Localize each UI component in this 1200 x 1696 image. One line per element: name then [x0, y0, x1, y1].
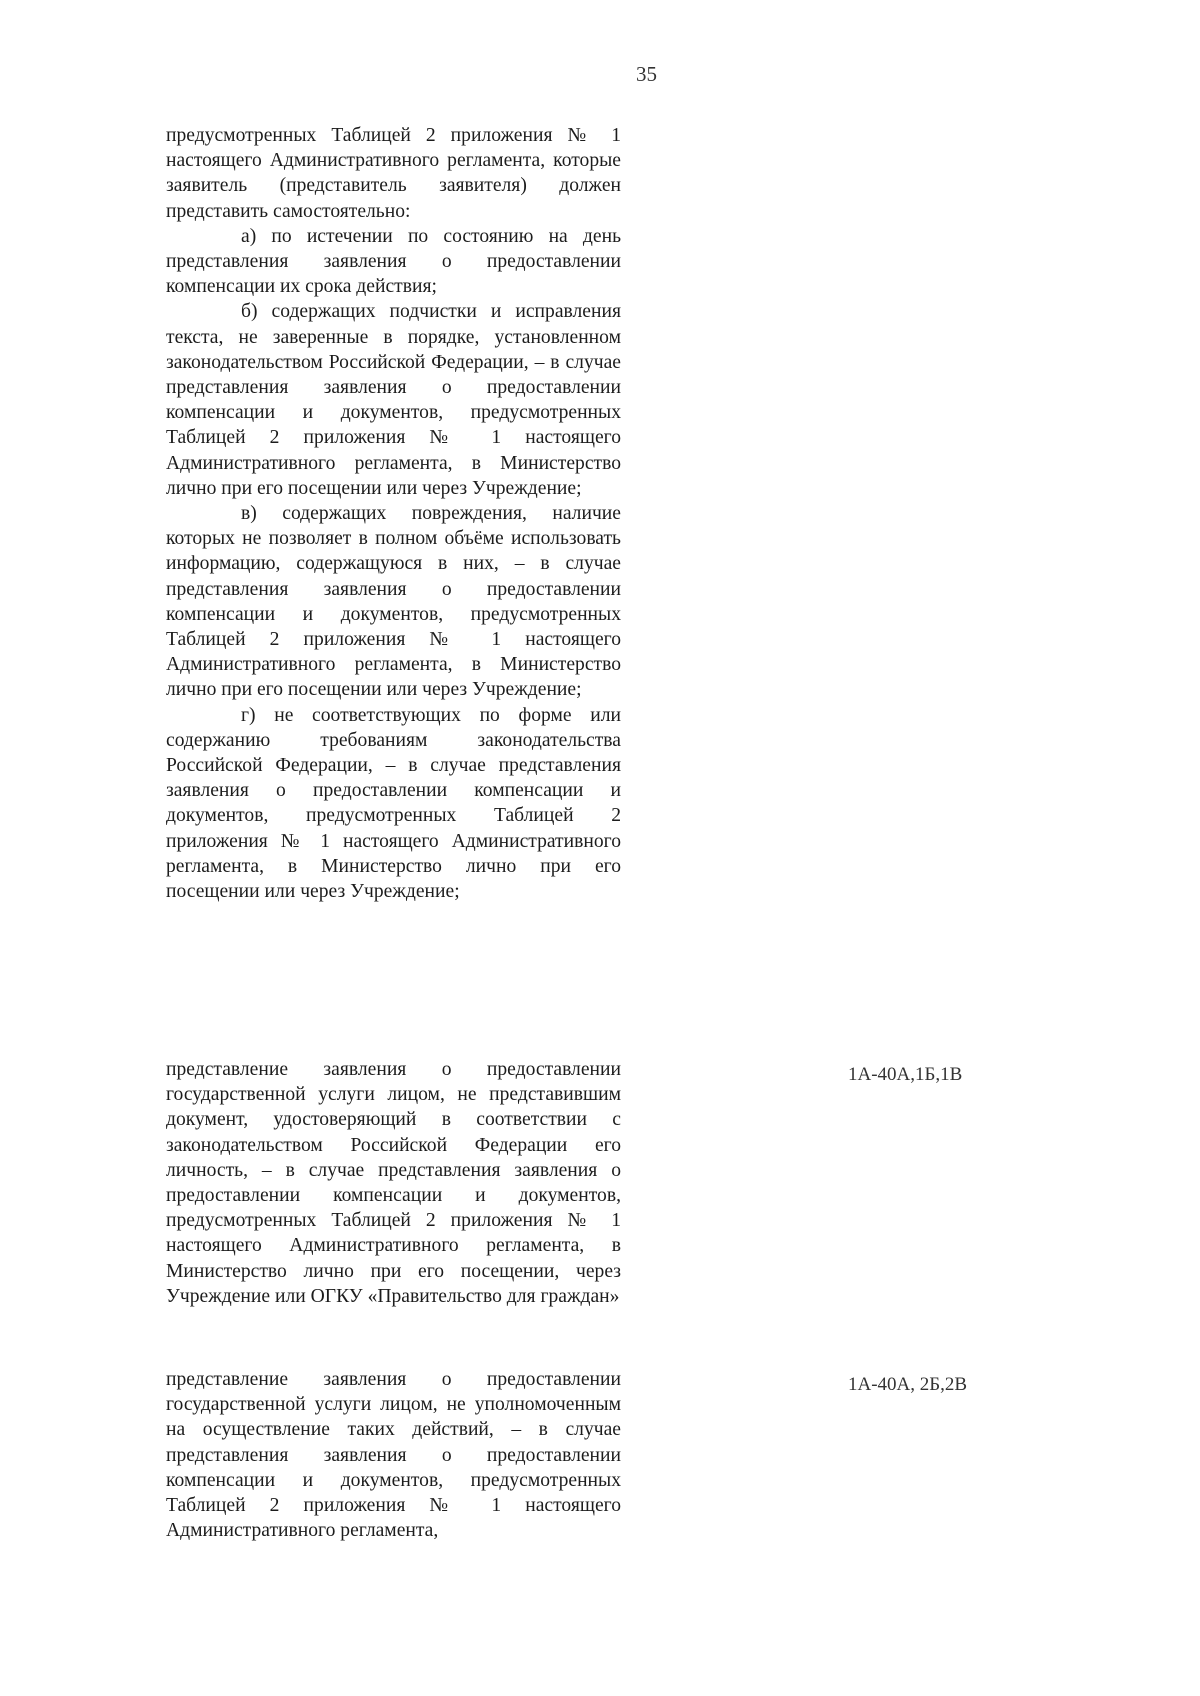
unauthorized-person-code: 1А-40А, 2Б,2В: [848, 1374, 968, 1395]
identity-document-code: 1А-40А,1Б,1В: [848, 1064, 963, 1085]
unauthorized-person-block: [166, 1367, 621, 1543]
unauthorized-person-paragraph: представление заявления о предоставлении государственной услуги лицом, не уполномоченным на осуществление таких действий, – в случае представления заявления о предоставлении компенсации и документов, предусмотренных Таблицей 2 приложения № 1 настоящего Административного регламента,: [166, 1369, 621, 1542]
identity-document-block: [166, 1057, 621, 1309]
reasons-list-block: [166, 123, 621, 904]
reasons-intro-paragraph: предусмотренных Таблицей 2 приложения № 1 настоящего Административного регламента, которые заявитель (представитель заявителя) должен представить самостоятельно:: [166, 125, 621, 222]
identity-document-paragraph: представление заявления о предоставлении государственной услуги лицом, не представившим документ, удостоверяющий в соответствии с законодательством Российской Федерации его личность, – в случае представления заявления о предоставлении компенсации и документов, предусмотренных Таблицей 2 приложения № 1 настоящего Административного регламента, в Министерство лично при его посещении, через Учреждение или ОГКУ «Правительство для граждан»: [166, 1059, 621, 1307]
reason-item-v: в) содержащих повреждения, наличие которых не позволяет в полном объёме использовать информацию, содержащуюся в них, – в случае представления заявления о предоставлении компенсации и документов, предусмотренных Таблицей 2 приложения № 1 настоящего Административного регламента, в Министерство лично при его посещении или через Учреждение;: [166, 503, 621, 701]
reason-item-b: б) содержащих подчистки и исправления текста, не заверенные в порядке, установленном законодательством Российской Федерации, – в случае представления заявления о предоставлении компенсации и документов, предусмотренных Таблицей 2 приложения № 1 настоящего Административного регламента, в Министерство лично при его посещении или через Учреждение;: [166, 301, 621, 499]
page-number: 35: [636, 62, 657, 86]
reason-item-a: а) по истечении по состоянию на день представления заявления о предоставлении компенсации их срока действия;: [166, 225, 621, 298]
reason-item-g: г) не соответствующих по форме или содержанию требованиям законодательства Российской Федерации, – в случае представления заявления о предоставлении компенсации и документов, предусмотренных Таблицей 2 приложения № 1 настоящего Административного регламента, в Министерство лично при его посещении или через Учреждение;: [166, 704, 621, 903]
